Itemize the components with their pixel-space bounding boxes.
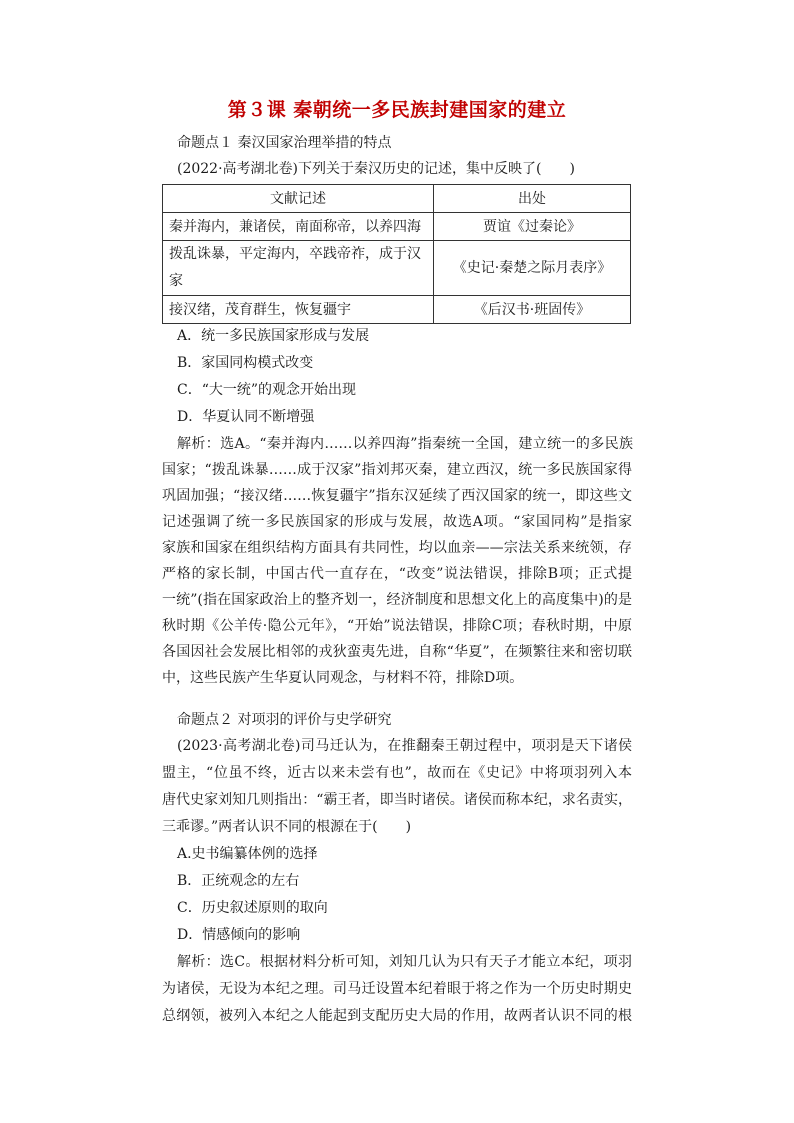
table-cell-source: 《后汉书·班固传》 xyxy=(434,296,631,324)
option-c: C．历史叙述原则的取向 xyxy=(177,900,328,916)
table-header-cell: 文献记述 xyxy=(163,185,434,213)
analysis-line: 记述强调了统一多民族国家的形成与发展，故选A项。“家国同构”是指家 xyxy=(162,514,632,530)
section-2-stem-line: (2023·高考湖北卷)司马迁认为，在推翻秦王朝过程中，项羽是天下诸侯 xyxy=(177,738,632,754)
analysis-line: 巩固加强；“接汉绪……恢复疆宇”指东汉延续了西汉国家的统一，即这些文 xyxy=(162,488,632,504)
option-d: D．情感倾向的影响 xyxy=(177,927,301,943)
section-1-heading: 命题点１ 秦汉国家治理举措的特点 xyxy=(177,135,392,151)
analysis-line: 解析：选C。根据材料分析可知，刘知几认为只有天子才能立本纪，项羽 xyxy=(177,954,632,970)
source-table xyxy=(162,184,631,324)
analysis-line: 总纲领，被列入本纪之人能起到支配历史大局的作用，故两者认识不同的根 xyxy=(162,1008,632,1024)
analysis-line: 家族和国家在组织结构方面具有共同性，均以血亲——宗法关系来统领，存 xyxy=(162,540,632,556)
table-cell-source: 贾谊《过秦论》 xyxy=(434,213,631,241)
table-header-cell: 出处 xyxy=(434,185,631,213)
option-b: B．正统观念的左右 xyxy=(177,873,300,889)
option-a: A．统一多民族国家形成与发展 xyxy=(177,328,370,344)
table-row xyxy=(163,241,631,296)
section-2-heading: 命题点２ 对项羽的评价与史学研究 xyxy=(177,712,392,728)
option-c: C．“大一统”的观念开始出现 xyxy=(177,382,357,398)
table-cell-text: 接汉绪，茂育群生，恢复疆宇 xyxy=(163,296,434,324)
page-title: 第３课 秦朝统一多民族封建国家的建立 xyxy=(227,99,567,121)
section-2-stem-line: 盟主，“位虽不终，近古以来未尝有也”，故而在《史记》中将项羽列入本 xyxy=(162,765,632,781)
table-header-row xyxy=(163,185,631,213)
table-cell-source: 《史记·秦楚之际月表序》 xyxy=(434,241,631,296)
analysis-line: 一统”(指在国家政治上的整齐划一，经济制度和思想文化上的高度集中)的是 xyxy=(162,592,632,608)
option-d: D．华夏认同不断增强 xyxy=(177,409,315,425)
section-2-stem-line: 三乖谬。”两者认识不同的根源在于( ) xyxy=(162,819,412,835)
analysis-line: 解析：选A。“秦并海内……以养四海”指秦统一全国，建立统一的多民族 xyxy=(177,436,633,452)
section-1-stem: (2022·高考湖北卷)下列关于秦汉历史的记述，集中反映了( ) xyxy=(177,161,575,177)
analysis-line: 各国因社会发展比相邻的戎狄蛮夷先进，自称“华夏”，在频繁往来和密切联 xyxy=(162,644,632,660)
analysis-line: 为诸侯，无设为本纪之理。司马迁设置本纪着眼于将之作为一个历史时期史 xyxy=(162,981,632,997)
table-row xyxy=(163,213,631,241)
analysis-line: 严格的家长制，中国古代一直存在，“改变”说法错误，排除B项；正式提 xyxy=(162,566,632,582)
option-b: B．家国同构模式改变 xyxy=(177,355,314,371)
table-cell-line: 拨乱诛暴，平定海内，卒践帝祚，成于汉 xyxy=(169,246,421,262)
analysis-line: 中，这些民族产生华夏认同观念，与材料不符，排除D项。 xyxy=(162,670,524,686)
option-a: A.史书编纂体例的选择 xyxy=(177,846,318,862)
table-row xyxy=(163,296,631,324)
analysis-line: 秋时期《公羊传·隐公元年》，“开始”说法错误，排除C项；春秋时期，中原 xyxy=(162,618,632,634)
table-cell-line: 家 xyxy=(169,273,183,289)
analysis-line: 国家；“拨乱诛暴……成于汉家”指刘邦灭秦，建立西汉，统一多民族国家得 xyxy=(162,462,632,478)
table-cell-text xyxy=(163,241,434,296)
section-2-stem-line: 唐代史家刘知几则指出：“霸王者，即当时诸侯。诸侯而称本纪，求名责实， xyxy=(162,792,632,808)
table-cell-text: 秦并海内，兼诸侯，南面称帝，以养四海 xyxy=(163,213,434,241)
